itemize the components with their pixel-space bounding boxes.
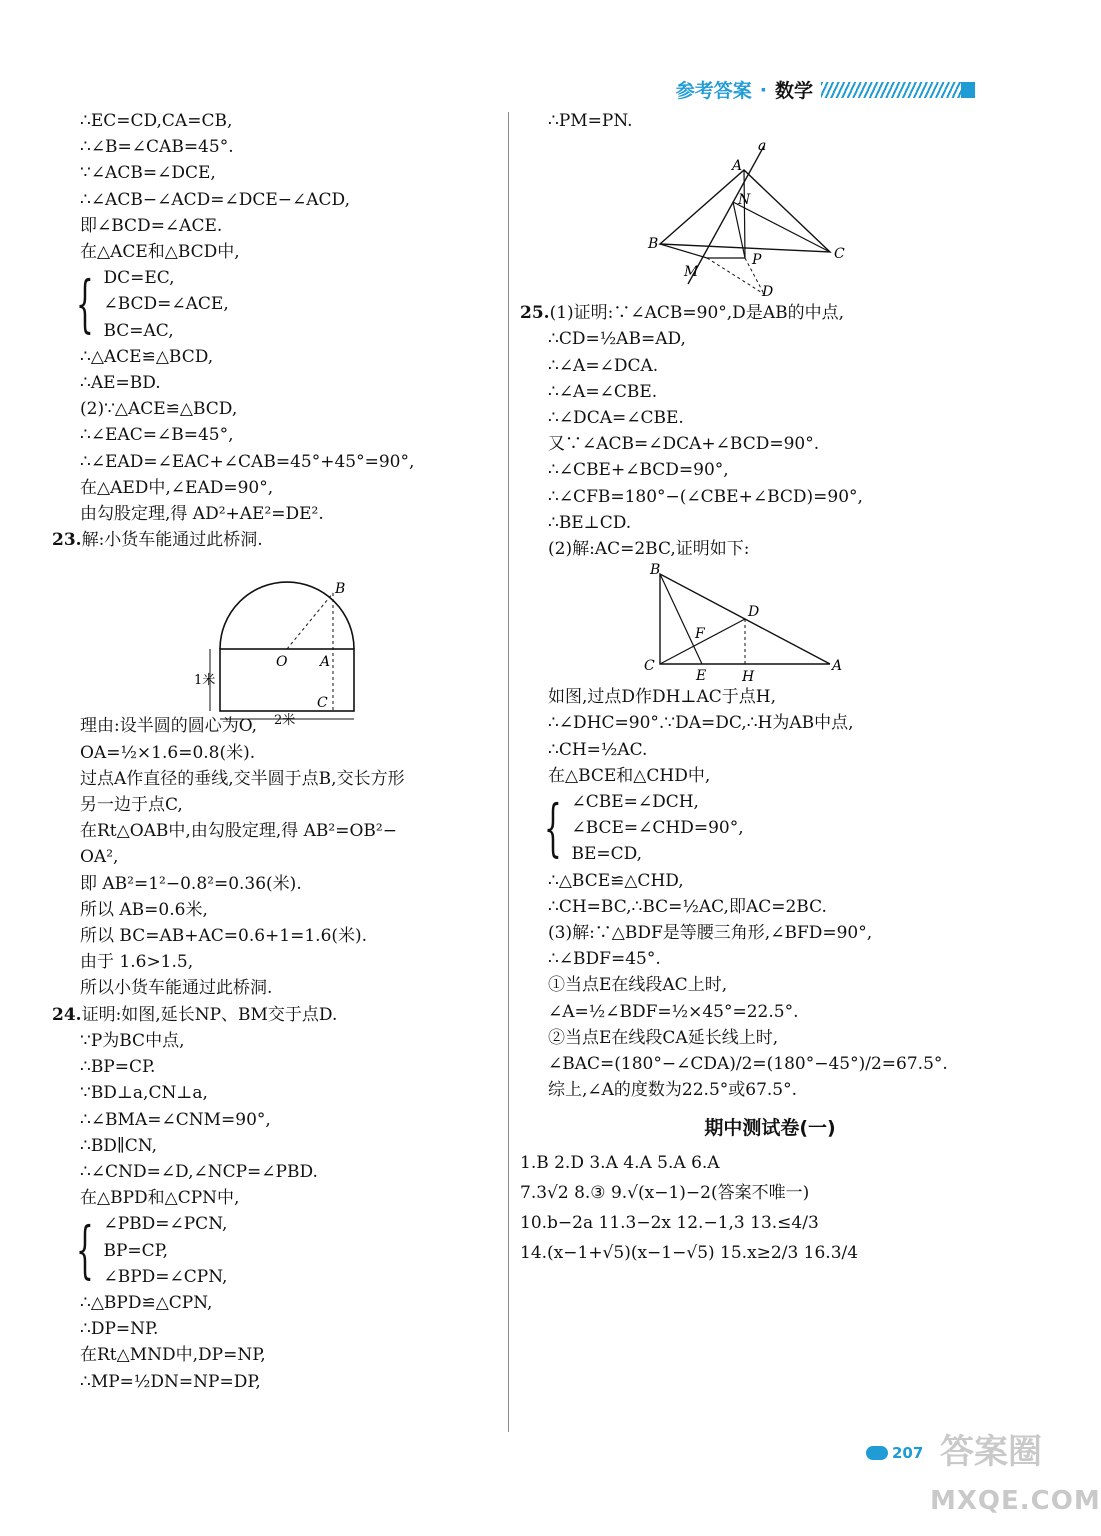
label-C: C <box>317 695 328 712</box>
question-24 <box>52 1002 500 1028</box>
text-line: ∴∠BDF=45°. <box>548 949 661 970</box>
question-text: (1)证明:∵∠ACB=90°,D是AB的中点, <box>549 303 844 324</box>
label-N: N <box>738 192 751 209</box>
column-divider <box>508 112 509 1432</box>
text-line: ∠BCD=∠ACE, <box>103 294 229 315</box>
text-line: ∠A=½∠BDF=½×45°=22.5°. <box>548 1001 799 1022</box>
question-text: 证明:如图,延长NP、BM交于点D. <box>81 1004 338 1025</box>
label-O: O <box>276 654 288 671</box>
text-line: ∴∠DCA=∠CBE. <box>548 408 684 429</box>
figure-25 <box>520 562 1020 684</box>
page-number <box>866 1444 923 1462</box>
text-line: 在Rt△OAB中,由勾股定理,得 AB²=OB²− <box>80 821 397 842</box>
brace-group <box>520 789 1020 868</box>
text-line: 在△ACE和△BCD中, <box>80 242 240 263</box>
text-line: 即∠BCD=∠ACE. <box>80 215 223 236</box>
text-line: 在Rt△MND中,DP=NP, <box>80 1345 266 1366</box>
page-marker-icon <box>866 1446 888 1460</box>
label-a: a <box>758 138 767 155</box>
answer-line: 7.3√2 8.③ 9.√(x−1)−2(答案不唯一) <box>520 1183 810 1204</box>
brace-icon: { <box>76 267 94 341</box>
question-number: 23. <box>52 530 82 551</box>
text-line: 理由:设半圆的圆心为O, <box>80 716 258 737</box>
figure-24 <box>520 134 1020 300</box>
text-line: ∠BPD=∠CPN, <box>103 1266 228 1287</box>
text-line: ∠CBE=∠DCH, <box>571 792 699 813</box>
question-23 <box>52 527 500 553</box>
question-number: 25. <box>520 303 550 324</box>
answer-line: 1.B 2.D 3.A 4.A 5.A 6.A <box>520 1153 720 1174</box>
text-line: OA², <box>80 847 119 868</box>
text-line: BC=AC, <box>103 320 174 341</box>
text-line: 如图,过点D作DH⊥AC于点H, <box>548 687 776 708</box>
section-title: 期中测试卷(一) <box>704 1117 836 1140</box>
text-line: 即 AB²=1²−0.8²=0.36(米). <box>80 873 302 894</box>
label-E: E <box>696 668 707 685</box>
text-line: ∴CD=½AB=AD, <box>548 329 686 350</box>
text-line: BP=CP, <box>103 1240 169 1261</box>
label-width: 2米 <box>274 713 296 729</box>
text-line: ∵∠ACB=∠DCE, <box>80 163 216 184</box>
brace-group <box>52 1211 500 1290</box>
question-25 <box>520 300 1020 326</box>
answer-line: 10.b−2a 11.3−2x 12.−1,3 13.≤4/3 <box>520 1213 819 1234</box>
label-B: B <box>650 562 661 579</box>
label-B: B <box>648 236 659 253</box>
segment-ap <box>744 170 745 258</box>
text-line: ∴∠EAC=∠B=45°, <box>80 425 234 446</box>
label-D: D <box>762 284 774 301</box>
answer-line: 14.(x−1+√5)(x−1−√5) 15.x≥2/3 16.3/4 <box>520 1243 859 1264</box>
header-subject: 数学 <box>774 80 813 102</box>
watermark-url: MXQE.COM <box>930 1486 1101 1516</box>
label-A: A <box>320 654 331 671</box>
header-dot: · <box>759 78 767 101</box>
text-line: ∴∠DHC=90°.∵DA=DC,∴H为AB中点, <box>548 713 854 734</box>
text-line: ∴EC=CD,CA=CB, <box>80 111 233 131</box>
label-C: C <box>834 246 845 263</box>
text-line: ∴DP=NP. <box>80 1319 159 1340</box>
text-line: 由于 1.6>1.5, <box>80 952 194 973</box>
text-line: 在△AED中,∠EAD=90°, <box>80 477 274 498</box>
text-line: ∴BD∥CN, <box>80 1135 157 1156</box>
radius-ob <box>287 593 333 649</box>
text-line: DC=EC, <box>103 268 175 289</box>
text-line: 又∵∠ACB=∠DCA+∠BCD=90°. <box>548 434 820 455</box>
text-line: (2)∵△ACE≌△BCD, <box>80 399 238 420</box>
text-line: ∴△BCE≌△CHD, <box>548 870 684 891</box>
text-line: ∵P为BC中点, <box>80 1030 185 1051</box>
label-P: P <box>752 252 762 269</box>
text-line: ∴∠A=∠DCA. <box>548 355 659 376</box>
text-line: ∴∠B=∠CAB=45°. <box>80 137 234 158</box>
text-line: 所以 AB=0.6米, <box>80 899 208 920</box>
text-line: 在△BPD和△CPN中, <box>80 1188 240 1209</box>
text-line: ②当点E在线段CA延长线上时, <box>548 1027 779 1048</box>
text-line: ∴∠CBE+∠BCD=90°, <box>548 460 729 481</box>
left-column <box>52 108 500 1395</box>
text-line: ∴BE⊥CD. <box>548 512 632 533</box>
label-A: A <box>732 158 743 175</box>
label-B: B <box>335 581 346 598</box>
label-M: M <box>684 264 699 281</box>
text-line: 另一边于点C, <box>80 795 183 816</box>
label-F: F <box>695 626 705 643</box>
segment-cn <box>733 202 830 252</box>
text-line: ∠BAC=(180°−∠CDA)/2=(180°−45°)/2=67.5°. <box>548 1054 948 1075</box>
text-line: ∴PM=PN. <box>548 111 633 131</box>
text-line: 所以 BC=AB+AC=0.6+1=1.6(米). <box>80 926 368 947</box>
question-number: 24. <box>52 1004 82 1025</box>
page-number-text: 207 <box>892 1444 924 1462</box>
text-line: ∴MP=½DN=NP=DP, <box>80 1371 261 1392</box>
text-line: ∴AE=BD. <box>80 373 161 394</box>
text-line: BE=CD, <box>571 844 643 865</box>
text-line: ∴CH=½AC. <box>548 739 648 760</box>
text-line: ∴∠CFB=180°−(∠CBE+∠BCD)=90°, <box>548 486 863 507</box>
text-line: 过点A作直径的垂线,交半圆于点B,交长方形 <box>80 768 405 789</box>
segment-np <box>733 202 745 258</box>
brace-group <box>52 265 500 344</box>
text-line: ∠BCE=∠CHD=90°, <box>571 818 744 839</box>
text-line: ∴∠ACB−∠ACD=∠DCE−∠ACD, <box>80 189 350 210</box>
text-line: (3)解:∵△BDF是等腰三角形,∠BFD=90°, <box>548 923 873 944</box>
right-column <box>520 108 1020 1268</box>
text-line: ∴∠A=∠CBE. <box>548 381 658 402</box>
page-header <box>676 76 975 103</box>
label-D: D <box>748 604 760 621</box>
text-line: ∵BD⊥a,CN⊥a, <box>80 1083 208 1104</box>
text-line: 综上,∠A的度数为22.5°或67.5°. <box>548 1080 798 1101</box>
text-line: ∴CH=BC,∴BC=½AC,即AC=2BC. <box>548 896 827 917</box>
label-height: 1米 <box>194 673 216 689</box>
text-line: ∴∠CND=∠D,∠NCP=∠PBD. <box>80 1161 318 1182</box>
text-line: ①当点E在线段AC上时, <box>548 975 728 996</box>
text-line: ∴△ACE≌△BCD, <box>80 346 214 367</box>
text-line: OA=½×1.6=0.8(米). <box>80 742 256 763</box>
text-line: 在△BCE和△CHD中, <box>548 765 711 786</box>
header-stripes <box>821 82 975 98</box>
text-line: ∴∠BMA=∠CNM=90°, <box>80 1109 271 1130</box>
text-line: ∠PBD=∠PCN, <box>103 1214 228 1235</box>
question-text: 解:小货车能通过此桥洞. <box>81 530 263 551</box>
semicircle <box>220 582 354 649</box>
text-line: (2)解:AC=2BC,证明如下: <box>548 539 750 560</box>
text-line: 所以小货车能通过此桥洞. <box>80 978 273 999</box>
text-line: ∴△BPD≌△CPN, <box>80 1292 213 1313</box>
watermark: 答案圈 <box>940 1432 1042 1472</box>
label-C: C <box>644 658 655 675</box>
text-line: 由勾股定理,得 AD²+AE²=DE². <box>80 504 324 525</box>
text-line: ∴BP=CP. <box>80 1057 156 1078</box>
brace-icon: { <box>544 791 562 865</box>
header-title: 参考答案 <box>675 80 752 102</box>
segment-be <box>660 574 702 664</box>
text-line: ∴∠EAD=∠EAC+∠CAB=45°+45°=90°, <box>80 451 415 472</box>
brace-icon: { <box>76 1213 94 1287</box>
label-H: H <box>742 669 755 686</box>
label-A: A <box>832 658 843 675</box>
